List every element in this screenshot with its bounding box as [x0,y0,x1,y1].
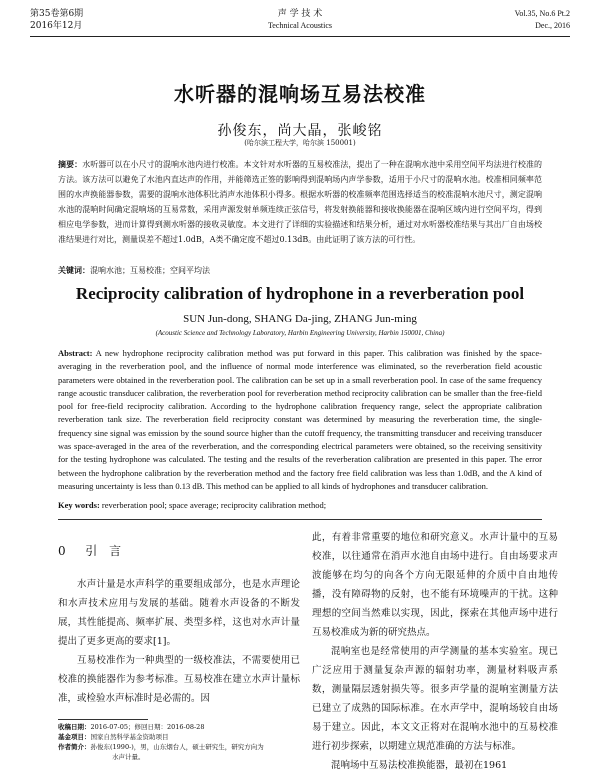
section-heading [58,542,300,561]
title-cn: 水听器的混响场互易法校准 [174,82,426,106]
running-header [30,8,570,36]
journal-name-en: Technical Acoustics [267,21,333,30]
section-number: 0 [58,544,70,558]
footnote-fund-label: 基金项目： [58,733,91,741]
header-center [30,8,570,32]
footnote-author-value: 孙俊东(1990-)，男，山东烟台人，硕士研究生，研究方向为 [90,743,264,751]
title-en: Reciprocity calibration of hydrophone in a reverberation pool [75,284,525,303]
header-rule [30,36,570,37]
header-date-en: Dec., 2016 [535,21,570,30]
abstract-en [58,347,542,493]
keywords-cn-label: 关键词： [58,265,90,275]
keywords-cn [58,264,542,277]
footnote-author-cont: 水声计量。 [112,753,145,761]
abstract-cn-text: 水听器可以在小尺寸的混响水池内进行校准。本文针对水听器的互易校准法，提出了一种在混响水池中采用空间平均法进行校准的方法。该方法可以避免了水池内直达声的作用，并能筛选正签的影响得到混响场内声学参数，适用于小尺寸的混响水池。校准相同频率范围的水声换能器参数，需要的混响水池体积比消声水池体积小得多。根据水听器的校准频率范围选择适当的校准混响水池尺寸，测定混响水池的混响时间确定混响场的互易常数，采用声源发射单频连续正弦信号，将发射换能器和接收换能器在混响区域内进行空间平均，得到相应电学参数，进而计算得到测水听器的接收灵敏度。本文进行了详细的实验描述和结果分析，通过对水听器校准结果与其出厂自由场校准结果进行对比，测量误差不超过1.0dB，A类不确定度不超过0.13dB。由此证明了该方法的可行性。 [58,160,542,244]
body-paragraph: 混响场中互易法校准换能器，最初在1961 [331,760,508,771]
footnote-author [58,742,300,752]
footnote-received-label: 收稿日期： [58,723,91,731]
abstract-cn-label: 摘要： [58,159,83,169]
keywords-cn-text: 混响水池；互易校准；空间平均法 [90,266,210,275]
affiliation-en: (Acoustic Science and Technology Laboratory, Harbin Engineering University, Harbin 150001, China) [155,329,445,337]
abstract-cn [58,157,542,247]
footnote-rule [58,719,148,720]
section-title: 引 言 [85,544,126,558]
body-paragraph: 水声计量是水声科学的重要组成部分，也是水声理论和水声技术应用与发展的基础。随着水声设备的不断发展，其性能提高、频率扩展、类型多样，这也对水声计量提出了更多更高的要求[1]。 [58,579,300,647]
keywords-en-text: reverberation pool; space average; reciprocity calibration method; [101,500,327,510]
body-column-right [312,528,558,775]
abstract-en-label: Abstract: [58,348,93,358]
footnote-received-value: 2016-07-05；修回日期：2016-08-28 [90,723,205,731]
footnote-author-label: 作者简介： [58,743,91,751]
body-paragraph: 互易校准作为一种典型的一级校准法，不需要使用已校准的换能器作为参考标准。互易校准在建立水声计量标准，或检验水声标准时是必需的。因 [58,655,300,704]
footnote-received [58,722,300,732]
footnote [58,722,300,762]
abstract-rule [58,519,542,520]
footnote-fund [58,732,300,742]
abstract-en-text: A new hydrophone reciprocity calibration method was put forward in this paper. This calibration was finished by the space-averaging in the reverberation pool, and the influence of normal mode interference was eliminated, so the reverberation field acoustic parameters were obtained in the reverberation pool. The calibration can be set up in a small reverberation pool. In case of the same frequency range acoustic transducer calibration, the reverberation pool for reverberation method reciprocity calibration can be smaller than the free-field pool for free-field reciprocity calibration. According to the hydrophone calibration frequency range, select the appropriate calibration reverberation tank size. The reverberation field reciprocity constant was determined by measuring the reverberation time, the single-frequency sine signal was emission by the sound source higher than the cutoff frequency, the transmitting transducer and receiving transducer was space-averaged in the area of the reverberation, and the corresponding electrical parameters were obtained, so the receiving sensitivity for the testing hydrophone was calculated. The testing and the results of the reverberation calibration are presented in this paper. The error between the hydrophone calibration by the reverberation method and the factory free field calibration was less than 1.0dB, and the A kind of measuring uncertainty is less than 0.13 dB. This method can be applied to all kinds of hydrophones and transducer calibration. [58,348,543,491]
header-right [515,8,570,32]
journal-name-cn: 声 学 技 术 [277,9,323,19]
affiliation-cn: (哈尔滨工程大学，哈尔滨 150001) [244,139,356,147]
keywords-en-label: Key words: [58,500,100,510]
authors-cn: 孙俊东，尚大晶，张峻铭 [217,123,383,139]
keywords-en [58,499,542,511]
header-date: 2016年12月 [30,21,83,31]
body-paragraph: 此，有着非常重要的地位和研究意义。水声计量中的互易校准，以往通常在消声水池自由场中进行。自由场要求声波能够在均匀的向各个方向无限延伸的介质中自由地传播，没有障碍物的反射，也不能有环境噪声的干扰。这种理想的空间当然难以实现，因此，探索在其他声场中进行互易校准成为新的研究热点。 [312,532,558,638]
body-paragraph: 混响室也是经常使用的声学测量的基本实验室。现已广泛应用于测量复杂声源的辐射功率，测量材料吸声系数，测量隔层透射损失等。很多声学量的混响室测量方法已建立了成熟的国际标准。在水声学中，混响场较自由场易于建立。因此，本文文正将对在混响水池中的互易校准进行初步探索，以期建立规范准确的方法与标准。 [312,646,558,752]
footnote-fund-value: 国家自然科学基金资助项目 [90,733,169,741]
header-volume: 第35卷第6期 [30,9,84,19]
header-volume-en: Vol.35, No.6 Pt.2 [514,9,570,18]
authors-en: SUN Jun-dong, SHANG Da-jing, ZHANG Jun-ming [183,313,417,325]
body-column-left [58,528,300,708]
